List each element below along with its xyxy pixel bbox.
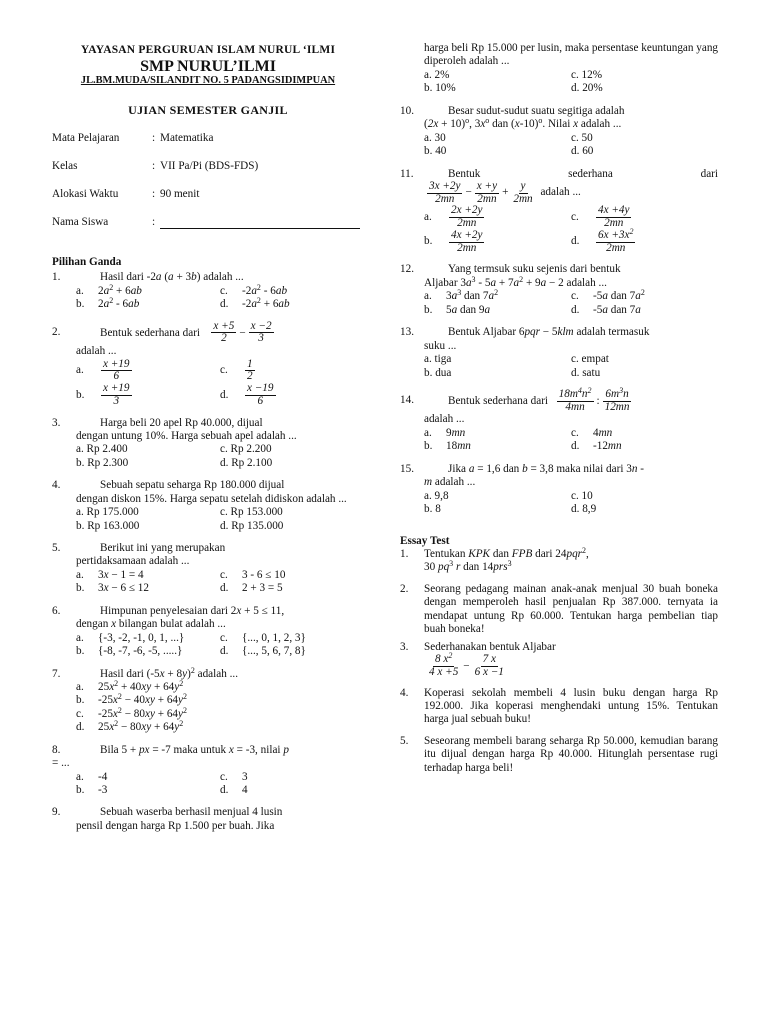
identity-value: Matematika xyxy=(160,131,214,144)
question-9: 9. Sebuah waserba berhasil menjual 4 lusin pensil dengan harga Rp 1.500 per buah. Jika xyxy=(52,806,283,832)
option-b[interactable]: b. 10% xyxy=(424,82,456,95)
right-column xyxy=(400,42,718,775)
option-b[interactable]: b. {-8, -7, -6, -5, .....} xyxy=(76,645,183,658)
option-d[interactable]: d. -5a dan 7a xyxy=(571,303,641,316)
question-9-continued: harga beli Rp 15.000 per lusin, maka persentase keuntungan yang diperoleh adalah ... a. 2% c. 12% b. 10% d. 20% xyxy=(424,42,719,95)
option-a[interactable]: a. 30 xyxy=(424,131,446,144)
left-column xyxy=(52,0,364,833)
option-b[interactable]: b. dua xyxy=(424,366,452,379)
option-a[interactable]: a. Rp 2.400 xyxy=(76,443,128,456)
option-b[interactable]: b. $\frac{4x +2y}{2mn}$ xyxy=(424,228,483,254)
option-d[interactable]: d. 8,9 xyxy=(571,503,597,516)
option-d[interactable]: d. -12mn xyxy=(571,440,622,453)
option-b[interactable]: b. Rp 2.300 xyxy=(76,456,129,469)
option-c[interactable]: c. $\frac{1}{2}$ xyxy=(220,357,253,383)
option-c[interactable]: c. 50 xyxy=(571,131,593,144)
question-10: 10. Besar sudut-sudut suatu segitiga adalah $(2x + 10)^o$, $3x^o$ dan $(x-10)^o$. Nilai x adalah ... a. 30 c. 50 b. 40 d. 60 xyxy=(400,105,718,159)
option-c[interactable]: c. 12% xyxy=(571,68,603,81)
foundation-name: YAYASAN PERGURUAN ISLAM NURUL ‘ILMI xyxy=(80,44,336,56)
student-name-field[interactable] xyxy=(160,216,364,233)
school-address: JL.BM.MUDA/SILANDIT NO. 5 PADANGSIDIMPUAN xyxy=(80,74,336,86)
option-b[interactable]: b. 18mn xyxy=(424,440,471,453)
option-c[interactable]: c. $-2a^2 - 6ab$ xyxy=(220,282,288,297)
identity-block xyxy=(52,132,364,244)
question-4: 4. Sebuah sepatu seharga Rp 180.000 dijual dengan diskon 15%. Harga sepatu setelah didiskon adalah ... a. Rp 175.000 c. Rp 153.000 b. Rp 163.000 d. Rp 135.000 xyxy=(52,479,364,533)
essay-5: 5. Seseorang membeli barang seharga Rp 50.000, kemudian barang itu dijual dengan harga Rp 40.000. Hitunglah persentase rugi terhadap harga beli! xyxy=(400,734,718,774)
option-c[interactable]: c. -5a dan $7a^2$ xyxy=(571,288,645,303)
option-c[interactable]: c. 3 - 6 ≤ 10 xyxy=(220,568,286,581)
essay-2: 2. Seorang pedagang mainan anak-anak menjual 30 buah boneka dengan memperoleh hasil penjualan Rp 387.000. ternyata ia mendapat untung Rp 60.000. Tentukan harga pembelian tiap buah boneka! xyxy=(400,582,718,636)
identity-row: Mata Pelajaran : Matematika xyxy=(52,132,364,160)
question-6: 6. Himpunan penyelesaian dari 2x + 5 ≤ 11, dengan x bilangan bulat adalah ... a. {-3, -2, -1, 0, 1, ...} c. {..., 0, 1, 2, 3} b. {-8, -7, -6, -5, .....} d. {..., 5, 6, 7, 8} xyxy=(52,605,364,659)
option-d[interactable]: d. satu xyxy=(571,366,601,379)
question-15: 15. Jika a = 1,6 dan b = 3,8 maka nilai dari 3n - m adalah ... a. 9,8 c. 10 b. 8 d. 8,9 xyxy=(400,463,718,517)
option-c[interactable]: c. 10 xyxy=(571,489,593,502)
option-a[interactable]: a. $25x^2 + 40xy + 64y^2$ xyxy=(76,678,184,693)
question-13: 13. Bentuk Aljabar 6pqr − 5klm adalah termasuk suku ... a. tiga c. empat b. dua d. satu xyxy=(400,326,718,380)
question-2: 2. Bentuk sederhana dari $\frac{x +5}{2}$ − $\frac{x -2}{3}$ adalah ... a. $\frac{x +19}{6}$ c. $\frac{1}{2}$ b. $\frac{x +19}{3}$ d. $\frac{x -19}{6}$ xyxy=(52,321,364,408)
option-c[interactable]: c. $\frac{4x +4y}{2mn}$ xyxy=(571,204,630,230)
identity-value: VII Pa/Pi (BDS-FDS) xyxy=(160,159,259,172)
option-d[interactable]: d. $25x^2 - 80xy + 64y^2$ xyxy=(76,719,184,734)
option-b[interactable]: b. $2a^2 - 6ab$ xyxy=(76,296,140,311)
option-c[interactable]: c. {..., 0, 1, 2, 3} xyxy=(220,631,306,644)
option-d[interactable]: d. 20% xyxy=(571,82,603,95)
option-b[interactable]: b. $-25x^2 - 40xy + 64y^2$ xyxy=(76,692,187,707)
option-a[interactable]: a. $2a^2 + 6ab$ xyxy=(76,282,142,297)
option-b[interactable]: b. 3x − 6 ≤ 12 xyxy=(76,582,149,595)
question-7: 7. Hasil dari $(-5x + 8y)^2$ adalah ... a. $25x^2 + 40xy + 64y^2$ b. $-25x^2 - 40xy + 64y^2$ c. $-25x^2 - 80xy + 64y^2$ d. $25x^2 - 80xy + 64y^2$ xyxy=(52,668,364,735)
option-a[interactable]: a. $3a^3$ dan $7a^2$ xyxy=(424,288,499,303)
question-14: 14. Bentuk sederhana dari $\frac{18m^4n^2}{4mn}$ : $\frac{6m^3n}{12mn}$ adalah ... a. 9mn c. 4mn b. 18mn d. -12mn xyxy=(400,389,718,454)
option-a[interactable]: a. 9,8 xyxy=(424,489,449,502)
option-a[interactable]: a. 9mn xyxy=(424,426,466,439)
option-c[interactable]: c. 3 xyxy=(220,770,248,783)
option-a[interactable]: a. -4 xyxy=(76,770,108,783)
option-c[interactable]: c. $-25x^2 - 80xy + 64y^2$ xyxy=(76,705,187,720)
essay-1: 1. Tentukan KPK dan FPB dari 24pqr$^2$, 30 $pq^3$ r dan 14prs$^3$ xyxy=(400,545,589,574)
identity-row: Alokasi Waktu : 90 menit xyxy=(52,188,364,216)
option-a[interactable]: a. tiga xyxy=(424,353,452,366)
option-b[interactable]: b. -3 xyxy=(76,784,108,797)
question-3: 3. Harga beli 20 apel Rp 40.000, dijual dengan untung 10%. Harga sebuah apel adalah ... a. Rp 2.400 c. Rp 2.200 b. Rp 2.300 d. Rp 2.100 xyxy=(52,417,364,471)
identity-label: Kelas xyxy=(52,159,78,172)
option-b[interactable]: b. 8 xyxy=(424,503,441,516)
option-a[interactable]: a. Rp 175.000 xyxy=(76,506,139,519)
option-d[interactable]: d. $\frac{x -19}{6}$ xyxy=(220,382,274,407)
option-c[interactable]: c. Rp 2.200 xyxy=(220,443,272,456)
essay-4: 4. Koperasi sekolah membeli 4 lusin buku dengan harga Rp 192.000. Jika koperasi menghendaki untung 15%. Tentukan harga jual sebuah buku! xyxy=(400,686,718,726)
identity-row: Kelas : VII Pa/Pi (BDS-FDS) xyxy=(52,160,364,188)
option-d[interactable]: d. 2 + 3 = 5 xyxy=(220,582,283,595)
school-name: SMP NURUL’ILMI xyxy=(140,57,276,75)
option-d[interactable]: d. {..., 5, 6, 7, 8} xyxy=(220,645,306,658)
option-d[interactable]: d. Rp 2.100 xyxy=(220,456,273,469)
exam-title: UJIAN SEMESTER GANJIL xyxy=(128,103,288,118)
question-12: 12. Yang termsuk suku sejenis dari bentuk Aljabar $3a^3 - 5a + 7a^2 + 9a - 2$ adalah ... a. $3a^3$ dan $7a^2$ c. -5a dan $7a^2$ b. 5a dan 9a d. -5a dan 7a xyxy=(400,263,718,317)
option-d[interactable]: d. 4 xyxy=(220,784,248,797)
option-c[interactable]: c. Rp 153.000 xyxy=(220,506,283,519)
option-b[interactable]: b. $\frac{x +19}{3}$ xyxy=(76,382,130,407)
option-a[interactable]: a. 3x − 1 = 4 xyxy=(76,568,144,581)
option-b[interactable]: b. 5a dan 9a xyxy=(424,303,491,316)
option-d[interactable]: d. 60 xyxy=(571,145,594,158)
question-11: 11. Bentuk sederhana dari $\frac{3x +2y}{2mn}$ − $\frac{x +y}{2mn}$ + $\frac{y}{2mn}$ adalah ... a. $\frac{2x +2y}{2mn}$ c. $\frac{4x +4y}{2mn}$ b. $\frac{4x +2y}{2mn}$ d. $\frac{6x +3x^2}{2mn}$ xyxy=(400,167,718,254)
option-d[interactable]: d. Rp 135.000 xyxy=(220,519,284,532)
essay-3: 3. Sederhanakan bentuk Aljabar $\frac{8 x^2}{4 x +5}$ − $\frac{7 x}{6 x -1}$ xyxy=(400,640,556,678)
question-8: 8. Bila 5 + px = -7 maka untuk x = -3, nilai p = ... a. -4 c. 3 b. -3 d. 4 xyxy=(52,744,364,798)
identity-label: Mata Pelajaran xyxy=(52,131,120,144)
identity-label: Nama Siswa xyxy=(52,215,109,228)
header xyxy=(52,44,364,118)
option-a[interactable]: a. $\frac{2x +2y}{2mn}$ xyxy=(424,204,483,230)
option-a[interactable]: a. 2% xyxy=(424,68,450,81)
option-d[interactable]: d. $\frac{6x +3x^2}{2mn}$ xyxy=(571,226,634,254)
option-c[interactable]: c. 4mn xyxy=(571,426,613,439)
option-a[interactable]: a. $\frac{x +19}{6}$ xyxy=(76,357,130,383)
option-d[interactable]: d. $-2a^2 + 6ab$ xyxy=(220,296,290,311)
section-multiple-choice: Pilihan Ganda xyxy=(52,255,122,268)
option-c[interactable]: c. empat xyxy=(571,353,609,366)
section-essay: Essay Test xyxy=(400,534,450,547)
question-1: 1. Hasil dari -2a (a + 3b) adalah ... a. $2a^2 + 6ab$ c. $-2a^2 - 6ab$ b. $2a^2 - 6ab$ d. $-2a^2 + 6ab$ xyxy=(52,271,364,311)
identity-value: 90 menit xyxy=(160,187,200,200)
question-5: 5. Berikut ini yang merupakan pertidaksamaan adalah ... a. 3x − 1 = 4 c. 3 - 6 ≤ 10 b. 3x − 6 ≤ 12 d. 2 + 3 = 5 xyxy=(52,542,364,596)
identity-row: Nama Siswa : xyxy=(52,216,364,244)
option-b[interactable]: b. 40 xyxy=(424,145,447,158)
option-a[interactable]: a. {-3, -2, -1, 0, 1, ...} xyxy=(76,631,185,644)
identity-label: Alokasi Waktu xyxy=(52,187,119,200)
option-b[interactable]: b. Rp 163.000 xyxy=(76,519,140,532)
